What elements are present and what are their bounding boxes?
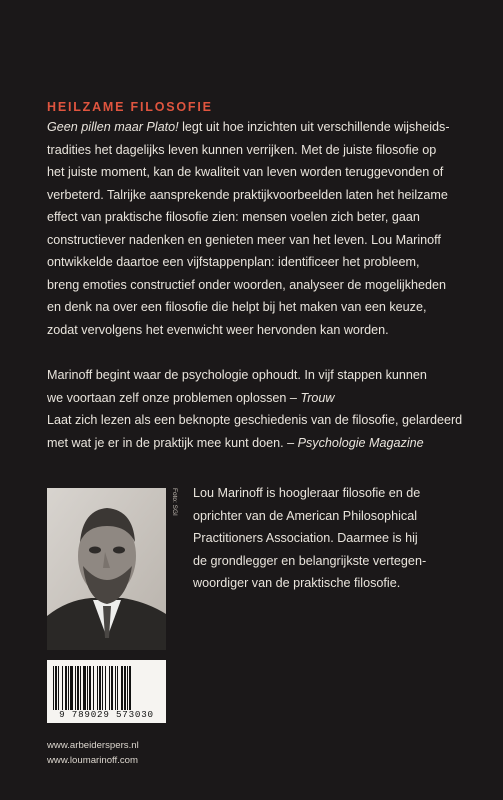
blurb-line: het juiste moment, kan de kwaliteit van leven worden teruggevonden of (47, 165, 444, 179)
blurb-text: legt uit hoe inzichten uit verschillende wijsheids- (178, 120, 450, 134)
quote-line: Laat zich lezen als een beknopte geschiedenis van de filosofie, gelardeerd (47, 413, 463, 427)
barcode-bar (58, 666, 59, 710)
isbn-number: 9 789029 573030 (59, 709, 154, 720)
bio-line: Practitioners Association. Daarmee is hij (193, 531, 418, 545)
isbn-barcode (47, 660, 166, 723)
blurb-line (47, 116, 472, 139)
barcode-bar (124, 666, 126, 710)
barcode-bar (97, 666, 98, 710)
barcode-bar (55, 666, 57, 710)
bio-line: oprichter van de American Philosophical (193, 508, 418, 523)
blurb-line: tradities het dagelijks leven kunnen verrijken. Met de juiste filosofie op (47, 142, 437, 157)
review-quotes (47, 364, 472, 454)
barcode-bar (102, 666, 103, 710)
blurb-line: verbeterd. Talrijke aansprekende praktijkvoorbeelden laten het heilzame (47, 187, 448, 202)
barcode-bar (65, 666, 67, 710)
quote-text: we voortaan zelf onze problemen oplossen – (47, 390, 301, 405)
barcode-bar (75, 666, 76, 710)
barcode-bars (47, 660, 166, 712)
barcode-bar (80, 666, 81, 710)
quote-line: Marinoff begint waar de psychologie ophoudt. In vijf stappen kunnen (47, 368, 427, 382)
blurb-line: breng emoties constructief onder woorden, analyseer de mogelijkheden (47, 277, 447, 292)
publisher-url[interactable]: www.arbeiderspers.nl (47, 740, 139, 751)
quote-source: Psychologie Magazine (297, 435, 424, 450)
barcode-bar (121, 666, 123, 710)
author-photo (47, 488, 166, 650)
barcode-bar (89, 666, 91, 710)
barcode-bar (53, 666, 54, 710)
bio-line: Lou Marinoff is hoogleraar filosofie en de (193, 486, 421, 500)
barcode-bar (68, 666, 69, 710)
barcode-bar (83, 666, 86, 710)
barcode-bar (62, 666, 63, 710)
barcode-bar (127, 666, 128, 710)
barcode-bar (111, 666, 113, 710)
quote-line (47, 387, 472, 410)
blurb-paragraph (47, 116, 472, 341)
book-title: Geen pillen maar Plato! (47, 120, 179, 134)
blurb-line: en denk na over een filosofie die helpt bij het maken van een keuze, (47, 300, 427, 314)
bio-line: de grondlegger en belangrijkste vertegen- (193, 553, 427, 568)
blurb-line: constructiever nadenken en genieten meer van het leven. Lou Marinoff (47, 232, 441, 247)
blurb-line: effect van praktische filosofie zien: mensen voelen zich beter, gaan (47, 210, 420, 224)
blurb-line: ontwikkelde daartoe een vijfstappenplan: identificeer het probleem, (47, 255, 420, 269)
author-bio (193, 482, 483, 595)
section-heading: HEILZAME FILOSOFIE (47, 100, 213, 114)
barcode-bar (109, 666, 110, 710)
website-links (47, 738, 139, 768)
barcode-bar (93, 666, 94, 710)
barcode-bar (70, 666, 73, 710)
quote-line (47, 432, 472, 455)
barcode-bar (77, 666, 79, 710)
barcode-bar (115, 666, 116, 710)
barcode-bar (105, 666, 106, 710)
author-url[interactable]: www.loumarinoff.com (47, 755, 138, 766)
barcode-bar (87, 666, 88, 710)
barcode-bar (129, 666, 131, 710)
blurb-line: zodat vervolgens het evenwicht weer hervonden kan worden. (47, 322, 389, 337)
barcode-bar (99, 666, 101, 710)
photo-credit: Foto: SGI (171, 488, 178, 516)
quote-text: met wat je er in de praktijk mee kunt doen. – (47, 435, 298, 450)
barcode-bar (117, 666, 118, 710)
bio-line: woordiger van de praktische filosofie. (193, 576, 401, 590)
quote-source: Trouw (300, 390, 335, 405)
